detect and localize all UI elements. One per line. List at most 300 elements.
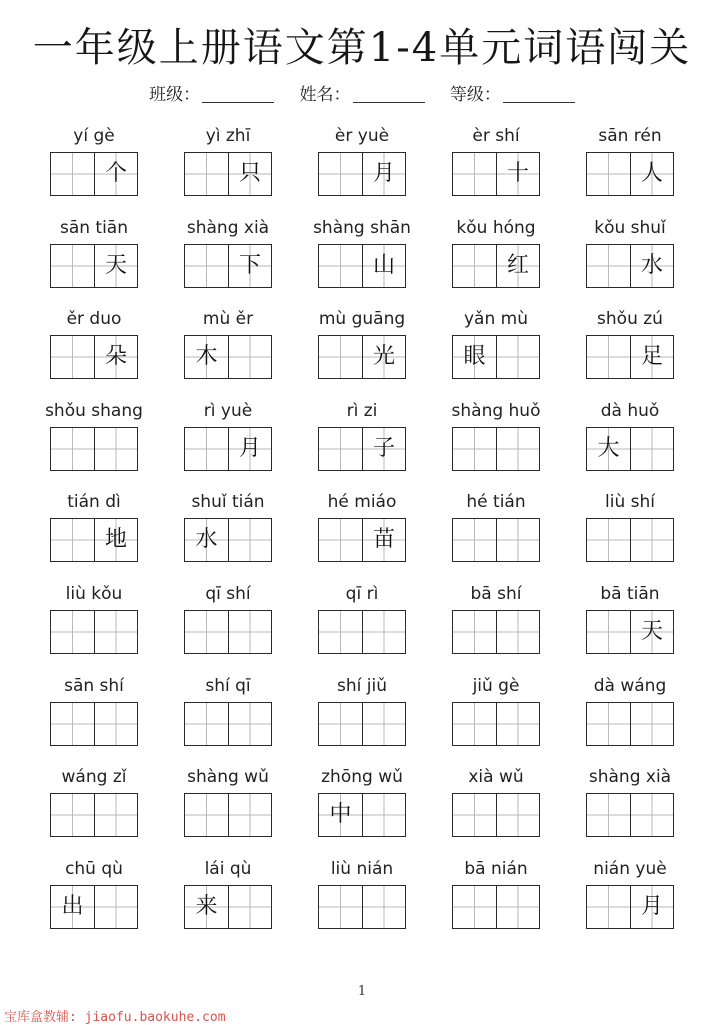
writing-cell[interactable]: [630, 703, 673, 745]
hanzi-char: [587, 245, 630, 287]
pinyin-label: liù shí: [605, 492, 655, 513]
pinyin-label: yí gè: [73, 126, 115, 146]
writing-cell[interactable]: [630, 336, 673, 378]
writing-cell[interactable]: [630, 611, 673, 653]
grade-blank[interactable]: [503, 88, 575, 103]
word-item: [563, 582, 697, 674]
tianzige-box: [318, 702, 406, 746]
writing-cell[interactable]: [185, 245, 228, 287]
hanzi-char: [319, 519, 362, 561]
word-item: [161, 216, 295, 308]
tianzige-box: [50, 244, 138, 288]
tianzige-box: [50, 335, 138, 379]
writing-cell[interactable]: [630, 519, 673, 561]
writing-cell[interactable]: [362, 336, 405, 378]
pinyin-label: chū qù: [65, 858, 123, 879]
hanzi-char: [363, 794, 405, 836]
hanzi-char: 足: [640, 344, 663, 370]
writing-cell[interactable]: [319, 519, 362, 561]
hanzi-char: [319, 336, 362, 378]
footer-watermark: 宝库盒教辅: jiaofu.baokuhe.com: [4, 1010, 226, 1025]
writing-cell[interactable]: [587, 611, 630, 653]
hanzi-char: [497, 611, 539, 653]
writing-cell[interactable]: [94, 245, 137, 287]
writing-cell[interactable]: [94, 336, 137, 378]
hanzi-char: 红: [506, 252, 529, 278]
word-item: [563, 216, 697, 308]
writing-cell[interactable]: [185, 886, 228, 928]
tianzige-box: [452, 244, 540, 288]
hanzi-char: [95, 428, 137, 470]
tianzige-box: [184, 793, 272, 837]
writing-cell[interactable]: [228, 245, 271, 287]
hanzi-char: [51, 428, 94, 470]
pinyin-label: shàng xià: [186, 217, 270, 238]
writing-cell[interactable]: [362, 153, 405, 195]
writing-cell[interactable]: [51, 153, 94, 195]
page-number: 1: [357, 984, 367, 999]
hanzi-char: [497, 794, 539, 836]
hanzi-char: [587, 519, 630, 561]
writing-cell[interactable]: [587, 336, 630, 378]
writing-cell[interactable]: [587, 519, 630, 561]
word-item: [429, 582, 563, 674]
hanzi-char: [587, 153, 630, 195]
hanzi-char: [51, 336, 94, 378]
hanzi-char: 月: [372, 161, 395, 186]
hanzi-char: 人: [640, 161, 663, 186]
tianzige-box: [184, 610, 272, 654]
pinyin-label: wáng zǐ: [61, 767, 127, 788]
class-label: 班级：: [149, 85, 201, 105]
pinyin-label: shǒu zú: [597, 309, 663, 330]
word-item: [429, 307, 563, 399]
writing-cell[interactable]: [185, 519, 228, 561]
word-row: [27, 216, 697, 308]
word-item: [429, 399, 563, 491]
pinyin-label: qī shí: [205, 583, 251, 604]
hanzi-char: [319, 428, 362, 470]
hanzi-char: [497, 519, 539, 561]
writing-cell[interactable]: [319, 245, 362, 287]
hanzi-char: [185, 153, 228, 195]
writing-cell[interactable]: [496, 428, 539, 470]
writing-cell[interactable]: [362, 519, 405, 561]
pinyin-label: nián yuè: [593, 858, 667, 879]
writing-cell[interactable]: [319, 886, 362, 928]
tianzige-box: [318, 152, 406, 196]
writing-cell[interactable]: [453, 611, 496, 653]
writing-cell[interactable]: [185, 794, 228, 836]
hanzi-char: [631, 794, 673, 836]
word-item: [27, 490, 161, 582]
writing-cell[interactable]: [587, 245, 630, 287]
writing-cell[interactable]: [228, 153, 271, 195]
hanzi-char: 月: [238, 435, 261, 461]
hanzi-char: 苗: [372, 527, 395, 553]
writing-cell[interactable]: [94, 428, 137, 470]
tianzige-box: [184, 244, 272, 288]
writing-cell[interactable]: [319, 611, 362, 653]
hanzi-char: [185, 794, 228, 836]
tianzige-box: [318, 518, 406, 562]
hanzi-char: [453, 153, 496, 195]
writing-cell[interactable]: [453, 245, 496, 287]
writing-cell[interactable]: [185, 153, 228, 195]
word-item: [563, 124, 697, 216]
writing-cell[interactable]: [362, 611, 405, 653]
pinyin-label: rì yuè: [203, 400, 253, 421]
word-item: [27, 582, 161, 674]
hanzi-char: 眼: [463, 344, 486, 370]
writing-cell[interactable]: [51, 794, 94, 836]
word-grid: [27, 124, 697, 948]
word-item: [563, 674, 697, 766]
writing-cell[interactable]: [185, 611, 228, 653]
pinyin-label: xià wǔ: [468, 767, 524, 788]
pinyin-label: kǒu shuǐ: [594, 217, 666, 238]
pinyin-label: bā tiān: [600, 583, 660, 604]
word-item: [295, 490, 429, 582]
word-item: [161, 857, 295, 949]
pinyin-label: bā shí: [470, 583, 522, 604]
hanzi-char: [229, 611, 271, 653]
hanzi-char: [229, 886, 271, 928]
writing-cell[interactable]: [51, 336, 94, 378]
tianzige-box: [184, 152, 272, 196]
pinyin-label: rì zi: [346, 400, 378, 421]
tianzige-box: [50, 610, 138, 654]
tianzige-box: [318, 427, 406, 471]
writing-cell[interactable]: [630, 794, 673, 836]
hanzi-char: [185, 611, 228, 653]
hanzi-char: [453, 886, 496, 928]
writing-cell[interactable]: [496, 611, 539, 653]
writing-cell[interactable]: [319, 336, 362, 378]
writing-cell[interactable]: [228, 519, 271, 561]
word-item: [161, 765, 295, 857]
hanzi-char: [363, 611, 405, 653]
hanzi-char: [185, 703, 228, 745]
writing-cell[interactable]: [94, 794, 137, 836]
word-row: [27, 307, 697, 399]
tianzige-box: [184, 885, 272, 929]
word-item: [161, 674, 295, 766]
word-item: [295, 674, 429, 766]
writing-cell[interactable]: [587, 794, 630, 836]
pinyin-label: shuǐ tián: [191, 492, 265, 513]
tianzige-box: [452, 152, 540, 196]
hanzi-char: [497, 428, 539, 470]
tianzige-box: [586, 702, 674, 746]
tianzige-box: [586, 793, 674, 837]
writing-cell[interactable]: [630, 428, 673, 470]
writing-cell[interactable]: [319, 794, 362, 836]
hanzi-char: [631, 428, 673, 470]
word-item: [295, 124, 429, 216]
pinyin-label: sān shí: [64, 675, 124, 696]
hanzi-char: [453, 703, 496, 745]
writing-cell[interactable]: [319, 428, 362, 470]
hanzi-char: 天: [104, 252, 127, 278]
hanzi-char: [453, 519, 496, 561]
writing-cell[interactable]: [453, 519, 496, 561]
word-item: [27, 674, 161, 766]
tianzige-box: [452, 427, 540, 471]
hanzi-char: [453, 794, 496, 836]
hanzi-char: 朵: [104, 344, 127, 370]
writing-cell[interactable]: [496, 886, 539, 928]
hanzi-char: [587, 794, 630, 836]
page-title: 一年级上册语文第1-4单元词语闯关: [32, 25, 692, 71]
pinyin-label: ěr duo: [66, 309, 122, 330]
word-item: [295, 216, 429, 308]
writing-cell[interactable]: [185, 703, 228, 745]
writing-cell[interactable]: [630, 886, 673, 928]
word-item: [563, 857, 697, 949]
pinyin-label: tián dì: [67, 492, 121, 513]
hanzi-char: 十: [506, 161, 529, 186]
tianzige-box: [452, 335, 540, 379]
writing-cell[interactable]: [496, 794, 539, 836]
hanzi-char: [185, 428, 228, 470]
pinyin-label: èr yuè: [334, 126, 390, 146]
hanzi-char: [95, 611, 137, 653]
tianzige-box: [50, 518, 138, 562]
tianzige-box: [50, 793, 138, 837]
tianzige-box: [586, 885, 674, 929]
hanzi-char: [51, 245, 94, 287]
writing-cell[interactable]: [228, 611, 271, 653]
hanzi-char: [587, 336, 630, 378]
writing-cell[interactable]: [51, 886, 94, 928]
writing-cell[interactable]: [362, 428, 405, 470]
word-item: [161, 124, 295, 216]
tianzige-box: [318, 610, 406, 654]
writing-cell[interactable]: [496, 153, 539, 195]
word-item: [27, 216, 161, 308]
pinyin-label: dà huǒ: [600, 400, 660, 421]
writing-cell[interactable]: [185, 428, 228, 470]
word-row: [27, 399, 697, 491]
hanzi-char: [51, 703, 94, 745]
tianzige-box: [318, 244, 406, 288]
word-row: [27, 857, 697, 949]
tianzige-box: [586, 518, 674, 562]
tianzige-box: [452, 518, 540, 562]
word-row: [27, 582, 697, 674]
pinyin-label: liù nián: [330, 858, 394, 879]
writing-cell[interactable]: [51, 703, 94, 745]
hanzi-char: [229, 519, 271, 561]
writing-cell[interactable]: [51, 519, 94, 561]
writing-cell[interactable]: [94, 611, 137, 653]
writing-cell[interactable]: [362, 245, 405, 287]
word-item: [27, 399, 161, 491]
pinyin-label: hé tián: [466, 492, 526, 513]
tianzige-box: [50, 885, 138, 929]
hanzi-char: 月: [640, 893, 663, 919]
hanzi-char: 水: [195, 527, 218, 553]
pinyin-label: yì zhī: [205, 126, 251, 146]
writing-cell[interactable]: [94, 703, 137, 745]
hanzi-char: [185, 245, 228, 287]
hanzi-char: [497, 886, 539, 928]
hanzi-char: 天: [640, 618, 663, 644]
hanzi-char: [587, 611, 630, 653]
writing-cell[interactable]: [587, 428, 630, 470]
word-item: [429, 124, 563, 216]
writing-cell[interactable]: [453, 794, 496, 836]
writing-cell[interactable]: [587, 703, 630, 745]
pinyin-label: liù kǒu: [65, 583, 123, 604]
tianzige-box: [184, 335, 272, 379]
hanzi-char: [631, 703, 673, 745]
hanzi-char: 地: [104, 527, 127, 553]
tianzige-box: [184, 427, 272, 471]
word-item: [27, 857, 161, 949]
word-item: [563, 307, 697, 399]
hanzi-char: 下: [238, 252, 261, 278]
tianzige-box: [452, 702, 540, 746]
tianzige-box: [318, 335, 406, 379]
pinyin-label: mù ěr: [202, 309, 254, 330]
hanzi-char: 中: [329, 802, 352, 828]
hanzi-char: [51, 153, 94, 195]
hanzi-char: [229, 794, 271, 836]
class-blank[interactable]: [202, 88, 274, 103]
writing-cell[interactable]: [94, 519, 137, 561]
word-item: [563, 765, 697, 857]
pinyin-label: dà wáng: [593, 675, 667, 696]
writing-cell[interactable]: [362, 703, 405, 745]
hanzi-char: [319, 245, 362, 287]
hanzi-char: [319, 153, 362, 195]
name-field: [300, 80, 425, 105]
writing-cell[interactable]: [496, 336, 539, 378]
hanzi-char: [51, 794, 94, 836]
hanzi-char: 山: [372, 252, 395, 278]
word-item: [429, 765, 563, 857]
pinyin-label: shàng xià: [588, 767, 672, 788]
word-item: [161, 582, 295, 674]
hanzi-char: 水: [640, 252, 663, 278]
hanzi-char: [453, 245, 496, 287]
writing-cell[interactable]: [587, 886, 630, 928]
hanzi-char: [363, 886, 405, 928]
hanzi-char: [363, 703, 405, 745]
hanzi-char: [51, 611, 94, 653]
hanzi-char: [319, 611, 362, 653]
tianzige-box: [586, 427, 674, 471]
writing-cell[interactable]: [496, 519, 539, 561]
word-item: [27, 307, 161, 399]
writing-cell[interactable]: [362, 886, 405, 928]
writing-cell[interactable]: [51, 611, 94, 653]
writing-cell[interactable]: [587, 153, 630, 195]
pinyin-label: sān rén: [598, 126, 662, 146]
word-item: [295, 765, 429, 857]
pinyin-label: shàng wǔ: [187, 767, 269, 788]
writing-cell[interactable]: [630, 153, 673, 195]
writing-cell[interactable]: [362, 794, 405, 836]
grade-label: 等级：: [449, 85, 501, 105]
tianzige-box: [50, 152, 138, 196]
tianzige-box: [184, 518, 272, 562]
writing-cell[interactable]: [496, 245, 539, 287]
hanzi-char: [319, 886, 362, 928]
writing-cell[interactable]: [228, 428, 271, 470]
hanzi-char: 大: [597, 435, 620, 461]
writing-cell[interactable]: [453, 703, 496, 745]
writing-cell[interactable]: [51, 428, 94, 470]
tianzige-box: [318, 793, 406, 837]
pinyin-label: kǒu hóng: [456, 217, 536, 238]
hanzi-char: [51, 519, 94, 561]
writing-cell[interactable]: [228, 703, 271, 745]
pinyin-label: hé miáo: [327, 492, 397, 513]
tianzige-box: [452, 793, 540, 837]
pinyin-label: mù guāng: [318, 309, 406, 330]
writing-cell[interactable]: [496, 703, 539, 745]
hanzi-char: [95, 886, 137, 928]
word-item: [429, 857, 563, 949]
writing-cell[interactable]: [228, 794, 271, 836]
writing-cell[interactable]: [94, 153, 137, 195]
writing-cell[interactable]: [319, 153, 362, 195]
word-item: [295, 582, 429, 674]
word-item: [563, 399, 697, 491]
writing-cell[interactable]: [453, 336, 496, 378]
tianzige-box: [50, 427, 138, 471]
student-info: [0, 80, 724, 105]
hanzi-char: [95, 703, 137, 745]
writing-cell[interactable]: [453, 153, 496, 195]
writing-cell[interactable]: [51, 245, 94, 287]
writing-cell[interactable]: [453, 886, 496, 928]
grade-field: [450, 80, 575, 105]
hanzi-char: [497, 336, 539, 378]
hanzi-char: 光: [372, 344, 395, 370]
writing-cell[interactable]: [228, 886, 271, 928]
word-item: [27, 124, 161, 216]
writing-cell[interactable]: [319, 703, 362, 745]
writing-cell[interactable]: [630, 245, 673, 287]
pinyin-label: èr shí: [472, 126, 520, 146]
writing-cell[interactable]: [94, 886, 137, 928]
word-item: [161, 399, 295, 491]
writing-cell[interactable]: [185, 336, 228, 378]
writing-cell[interactable]: [228, 336, 271, 378]
word-item: [429, 674, 563, 766]
hanzi-char: 个: [104, 161, 127, 186]
writing-cell[interactable]: [453, 428, 496, 470]
pinyin-label: bā nián: [464, 858, 528, 879]
tianzige-box: [586, 610, 674, 654]
hanzi-char: [587, 886, 630, 928]
hanzi-char: 木: [195, 344, 218, 370]
name-label: 姓名：: [299, 85, 351, 105]
tianzige-box: [50, 702, 138, 746]
word-item: [161, 490, 295, 582]
tianzige-box: [452, 610, 540, 654]
pinyin-label: shǒu shang: [45, 400, 143, 421]
pinyin-label: shàng shān: [313, 217, 411, 238]
hanzi-char: 子: [372, 435, 395, 461]
name-blank[interactable]: [353, 88, 425, 103]
hanzi-char: [587, 703, 630, 745]
word-item: [563, 490, 697, 582]
